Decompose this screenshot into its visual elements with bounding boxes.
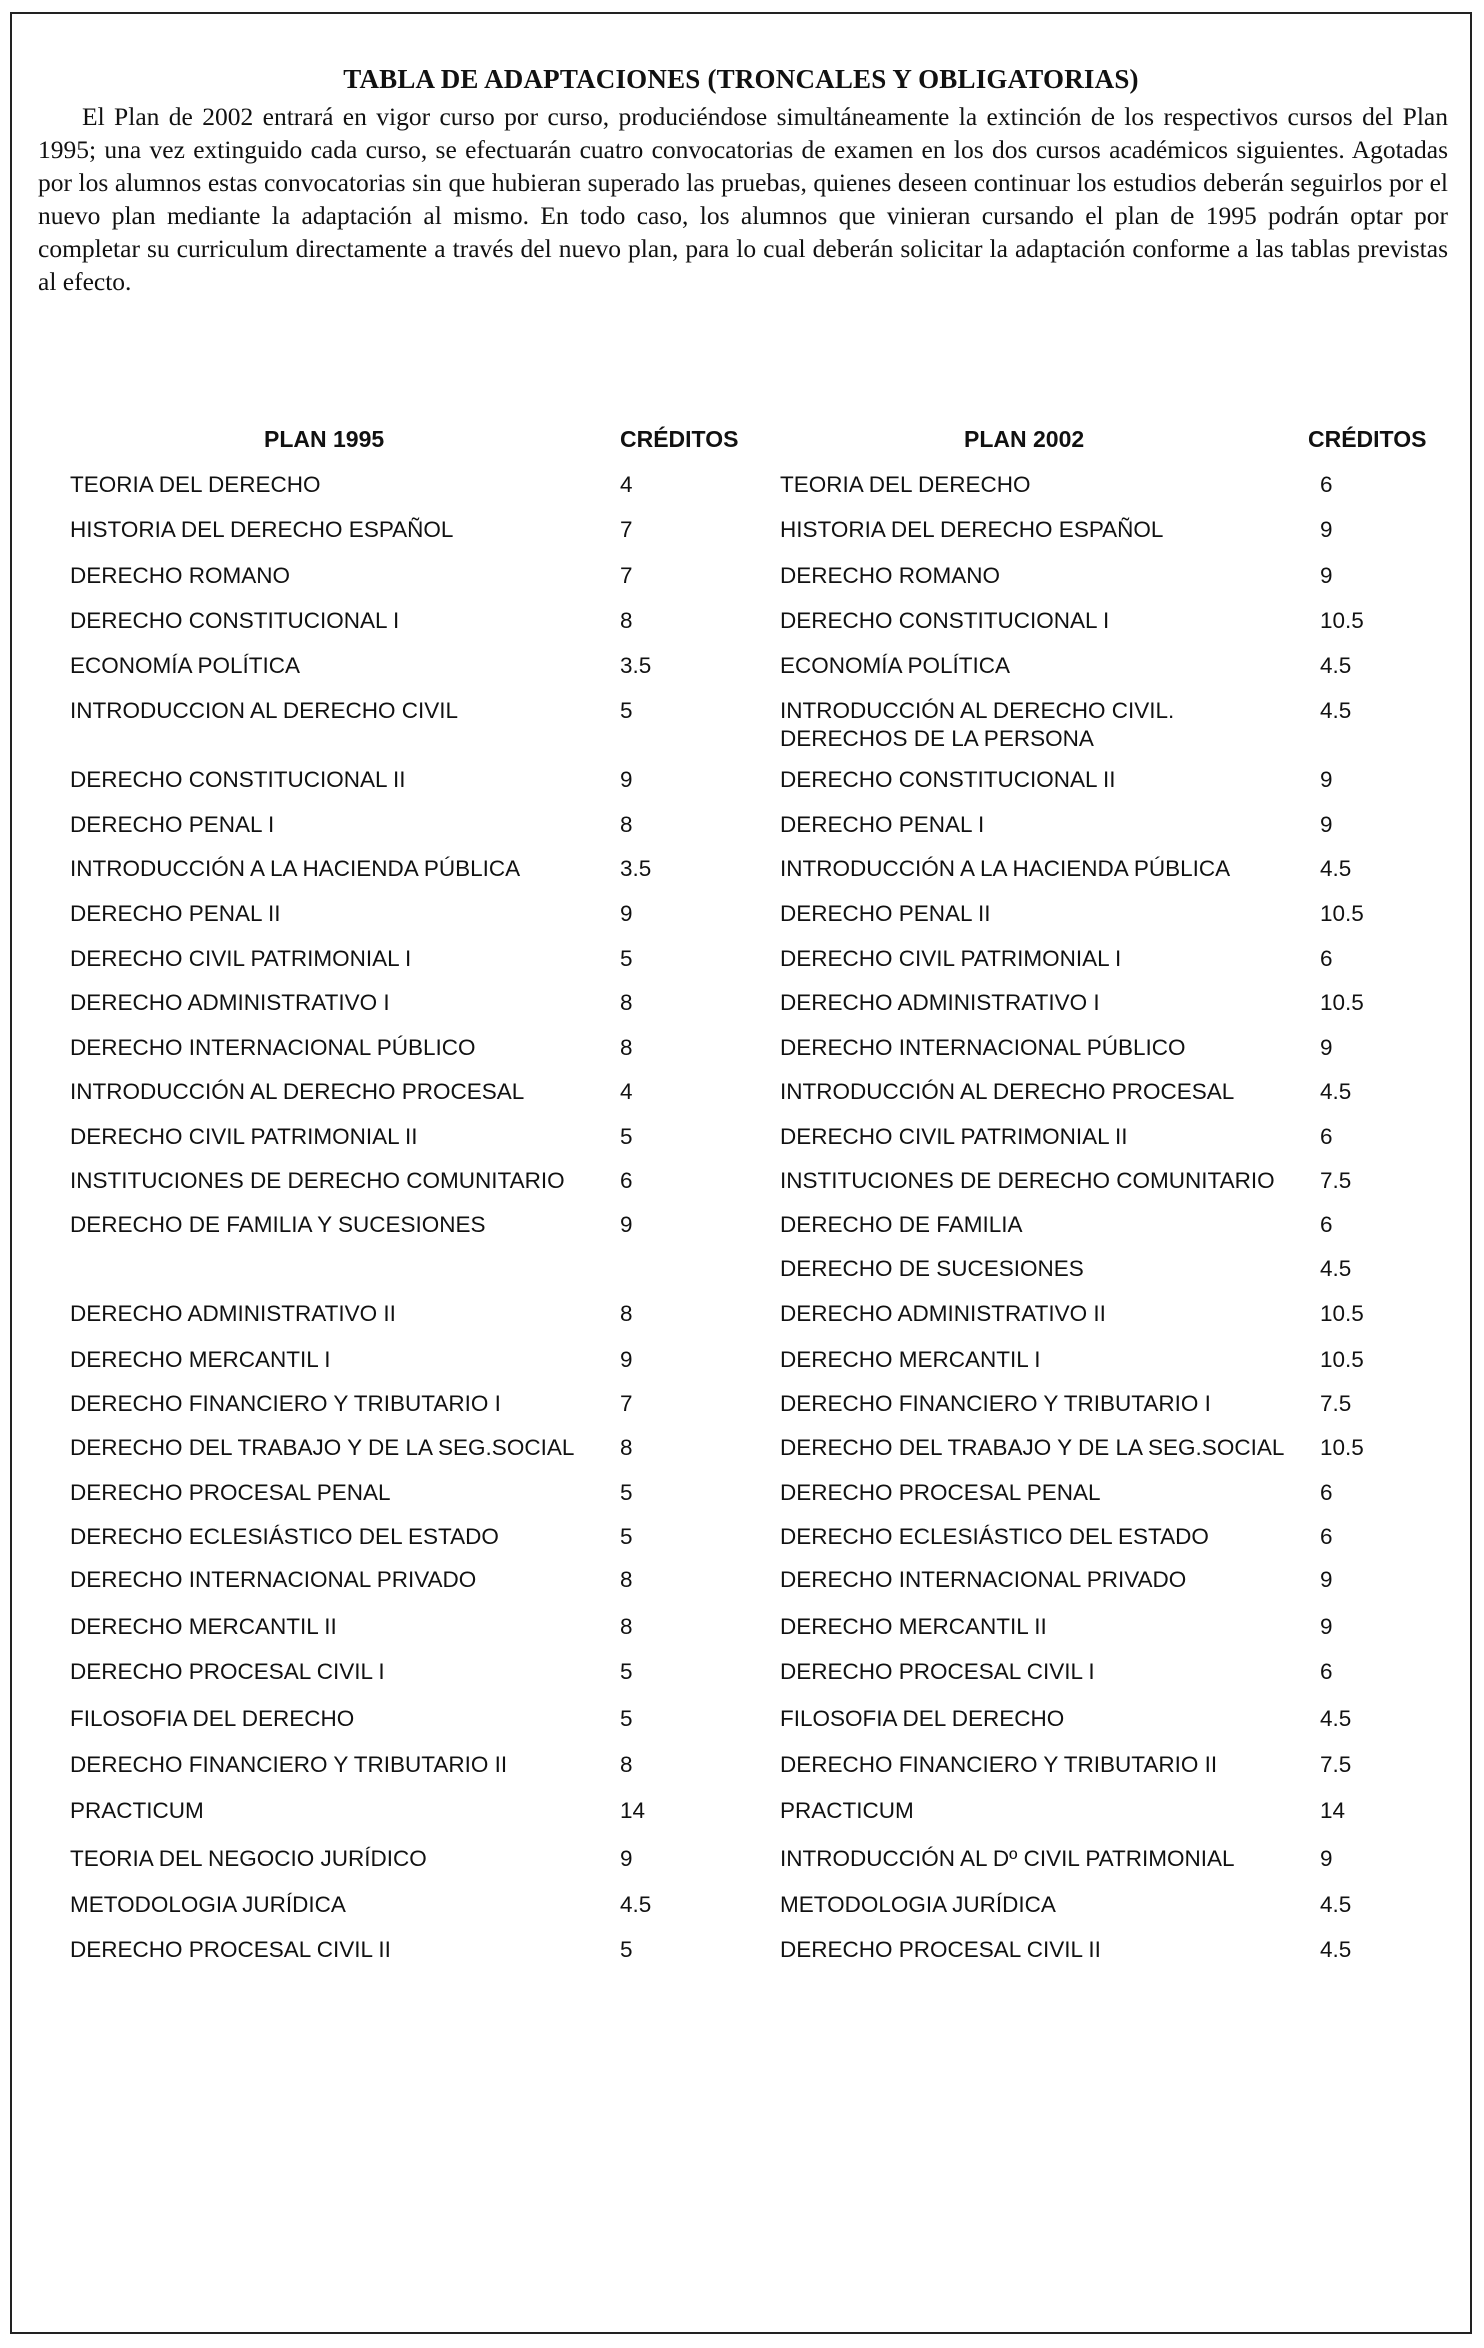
plan-1995-subject: DERECHO DEL TRABAJO Y DE LA SEG.SOCIAL <box>70 1435 575 1460</box>
plan-1995-subject: INSTITUCIONES DE DERECHO COMUNITARIO <box>70 1168 565 1193</box>
plan-1995-subject: DERECHO PROCESAL CIVIL I <box>70 1659 385 1684</box>
plan-2002-subject: INTRODUCCIÓN A LA HACIENDA PÚBLICA <box>780 856 1231 881</box>
plan-2002-subject: HISTORIA DEL DERECHO ESPAÑOL <box>780 517 1164 542</box>
plan-2002-credits: 6 <box>1320 1212 1333 1237</box>
plan-2002-credits: 6 <box>1320 1524 1333 1549</box>
plan-1995-subject: INTRODUCCIÓN AL DERECHO PROCESAL <box>70 1079 525 1104</box>
intro-paragraph <box>38 100 1448 298</box>
document-title: TABLA DE ADAPTACIONES (TRONCALES Y OBLIGATORIAS) <box>343 64 1139 94</box>
plan-1995-subject: INTRODUCCION AL DERECHO CIVIL <box>70 698 458 723</box>
plan-1995-credits: 8 <box>620 990 633 1015</box>
plan-2002-credits: 7.5 <box>1320 1752 1352 1777</box>
plan-1995-credits: 8 <box>620 1435 633 1460</box>
plan-2002-credits: 9 <box>1320 1846 1333 1871</box>
plan-2002-credits: 4.5 <box>1320 1706 1352 1731</box>
plan-2002-subject: DERECHO FINANCIERO Y TRIBUTARIO II <box>780 1752 1218 1777</box>
plan-2002-subject: DERECHO CIVIL PATRIMONIAL I <box>780 946 1122 971</box>
plan-1995-subject: FILOSOFIA DEL DERECHO <box>70 1706 355 1731</box>
plan-2002-credits: 6 <box>1320 946 1333 971</box>
plan-1995-subject: DERECHO PENAL I <box>70 812 275 837</box>
plan-2002-credits: 4.5 <box>1320 1892 1352 1917</box>
plan-2002-credits: 9 <box>1320 1035 1333 1060</box>
plan-2002-credits: 9 <box>1320 812 1333 837</box>
plan-2002-subject-line2: DERECHOS DE LA PERSONA <box>780 726 1094 751</box>
plan-1995-subject: DERECHO INTERNACIONAL PRIVADO <box>70 1567 477 1592</box>
plan-2002-subject: FILOSOFIA DEL DERECHO <box>780 1706 1065 1731</box>
plan-2002-subject: DERECHO FINANCIERO Y TRIBUTARIO I <box>780 1391 1211 1416</box>
plan-2002-credits: 14 <box>1320 1798 1346 1823</box>
plan-2002-credits: 4.5 <box>1320 856 1352 881</box>
plan-2002-credits: 10.5 <box>1320 990 1364 1015</box>
plan-2002-credits: 10.5 <box>1320 608 1364 633</box>
plan-2002-credits: 4.5 <box>1320 1256 1352 1281</box>
plan-1995-subject: DERECHO CIVIL PATRIMONIAL I <box>70 946 412 971</box>
plan-1995-subject: DERECHO MERCANTIL II <box>70 1614 337 1639</box>
plan-2002-subject: DERECHO PENAL II <box>780 901 991 926</box>
plan-1995-subject: DERECHO ROMANO <box>70 563 291 588</box>
plan-2002-credits: 6 <box>1320 1659 1333 1684</box>
plan-1995-credits: 4.5 <box>620 1892 652 1917</box>
header-plan-1995: PLAN 1995 <box>264 426 385 452</box>
plan-2002-credits: 9 <box>1320 1567 1333 1592</box>
plan-1995-subject: DERECHO CONSTITUCIONAL II <box>70 767 406 792</box>
plan-2002-subject: DERECHO DE SUCESIONES <box>780 1256 1084 1281</box>
plan-1995-credits: 8 <box>620 1301 633 1326</box>
plan-2002-subject: DERECHO CONSTITUCIONAL II <box>780 767 1116 792</box>
plan-2002-credits: 4.5 <box>1320 1079 1352 1104</box>
plan-2002-credits: 10.5 <box>1320 1301 1364 1326</box>
plan-2002-credits: 6 <box>1320 1480 1333 1505</box>
plan-2002-credits: 9 <box>1320 563 1333 588</box>
plan-1995-credits: 4 <box>620 1079 633 1104</box>
plan-2002-subject: DERECHO MERCANTIL II <box>780 1614 1047 1639</box>
plan-1995-credits: 5 <box>620 1524 633 1549</box>
plan-1995-credits: 9 <box>620 1212 633 1237</box>
plan-2002-subject: DERECHO CONSTITUCIONAL I <box>780 608 1110 633</box>
plan-2002-subject: DERECHO ADMINISTRATIVO I <box>780 990 1100 1015</box>
header-creditos-2002: CRÉDITOS <box>1308 426 1427 452</box>
plan-2002-credits: 6 <box>1320 472 1333 497</box>
plan-1995-subject: DERECHO DE FAMILIA Y SUCESIONES <box>70 1212 486 1237</box>
plan-2002-subject: DERECHO MERCANTIL I <box>780 1347 1041 1372</box>
plan-2002-credits: 10.5 <box>1320 1347 1364 1372</box>
plan-1995-credits: 8 <box>620 1567 633 1592</box>
plan-2002-subject: ECONOMÍA POLÍTICA <box>780 653 1011 678</box>
plan-2002-subject: TEORIA DEL DERECHO <box>780 472 1031 497</box>
plan-1995-credits: 5 <box>620 1659 633 1684</box>
header-creditos-1995: CRÉDITOS <box>620 426 739 452</box>
plan-2002-credits: 10.5 <box>1320 901 1364 926</box>
plan-2002-subject: METODOLOGIA JURÍDICA <box>780 1892 1056 1917</box>
plan-1995-credits: 9 <box>620 1846 633 1871</box>
plan-2002-subject: DERECHO PROCESAL CIVIL II <box>780 1937 1101 1962</box>
plan-2002-subject: DERECHO PROCESAL PENAL <box>780 1480 1101 1505</box>
plan-2002-credits: 7.5 <box>1320 1168 1352 1193</box>
plan-1995-subject: PRACTICUM <box>70 1798 204 1823</box>
plan-1995-subject: TEORIA DEL NEGOCIO JURÍDICO <box>70 1846 427 1871</box>
plan-1995-subject: DERECHO ADMINISTRATIVO I <box>70 990 390 1015</box>
plan-1995-credits: 8 <box>620 1035 633 1060</box>
plan-1995-credits: 5 <box>620 698 633 723</box>
plan-2002-credits: 10.5 <box>1320 1435 1364 1460</box>
plan-2002-subject: DERECHO PENAL I <box>780 812 985 837</box>
plan-2002-subject: DERECHO DEL TRABAJO Y DE LA SEG.SOCIAL <box>780 1435 1285 1460</box>
plan-1995-credits: 8 <box>620 608 633 633</box>
plan-2002-subject: DERECHO INTERNACIONAL PÚBLICO <box>780 1035 1186 1060</box>
plan-1995-subject: DERECHO PROCESAL CIVIL II <box>70 1937 391 1962</box>
plan-2002-credits: 4.5 <box>1320 698 1352 723</box>
plan-1995-credits: 9 <box>620 1347 633 1372</box>
plan-1995-subject: DERECHO CIVIL PATRIMONIAL II <box>70 1124 418 1149</box>
plan-1995-credits: 5 <box>620 946 633 971</box>
plan-1995-credits: 7 <box>620 517 633 542</box>
plan-2002-subject: DERECHO ADMINISTRATIVO II <box>780 1301 1106 1326</box>
plan-1995-credits: 5 <box>620 1124 633 1149</box>
plan-2002-credits: 9 <box>1320 1614 1333 1639</box>
plan-2002-subject: DERECHO PROCESAL CIVIL I <box>780 1659 1095 1684</box>
header-plan-2002: PLAN 2002 <box>964 426 1085 452</box>
plan-2002-subject: DERECHO ROMANO <box>780 563 1001 588</box>
plan-1995-credits: 3.5 <box>620 653 652 678</box>
plan-1995-credits: 5 <box>620 1480 633 1505</box>
plan-1995-subject: ECONOMÍA POLÍTICA <box>70 653 301 678</box>
plan-1995-credits: 9 <box>620 767 633 792</box>
plan-1995-subject: TEORIA DEL DERECHO <box>70 472 321 497</box>
plan-2002-subject: DERECHO CIVIL PATRIMONIAL II <box>780 1124 1128 1149</box>
plan-1995-credits: 8 <box>620 1614 633 1639</box>
plan-1995-credits: 5 <box>620 1937 633 1962</box>
plan-2002-subject: DERECHO DE FAMILIA <box>780 1212 1023 1237</box>
plan-1995-credits: 7 <box>620 563 633 588</box>
plan-1995-credits: 4 <box>620 472 633 497</box>
plan-1995-subject: DERECHO MERCANTIL I <box>70 1347 331 1372</box>
plan-1995-subject: INTRODUCCIÓN A LA HACIENDA PÚBLICA <box>70 856 521 881</box>
plan-2002-subject: PRACTICUM <box>780 1798 914 1823</box>
plan-2002-subject: INTRODUCCIÓN AL DERECHO PROCESAL <box>780 1079 1235 1104</box>
plan-1995-subject: DERECHO PROCESAL PENAL <box>70 1480 391 1505</box>
plan-1995-credits: 7 <box>620 1391 633 1416</box>
plan-1995-credits: 3.5 <box>620 856 652 881</box>
plan-2002-credits: 4.5 <box>1320 1937 1352 1962</box>
plan-2002-subject: DERECHO ECLESIÁSTICO DEL ESTADO <box>780 1524 1209 1549</box>
plan-1995-credits: 6 <box>620 1168 633 1193</box>
plan-2002-credits: 7.5 <box>1320 1391 1352 1416</box>
plan-1995-subject: DERECHO ADMINISTRATIVO II <box>70 1301 396 1326</box>
plan-2002-subject: DERECHO INTERNACIONAL PRIVADO <box>780 1567 1187 1592</box>
plan-1995-subject: DERECHO FINANCIERO Y TRIBUTARIO I <box>70 1391 501 1416</box>
plan-1995-subject: DERECHO FINANCIERO Y TRIBUTARIO II <box>70 1752 508 1777</box>
plan-2002-credits: 4.5 <box>1320 653 1352 678</box>
plan-2002-subject: INSTITUCIONES DE DERECHO COMUNITARIO <box>780 1168 1275 1193</box>
plan-1995-subject: DERECHO PENAL II <box>70 901 281 926</box>
plan-1995-subject: METODOLOGIA JURÍDICA <box>70 1892 346 1917</box>
plan-1995-subject: DERECHO CONSTITUCIONAL I <box>70 608 400 633</box>
plan-1995-credits: 9 <box>620 901 633 926</box>
plan-2002-subject: INTRODUCCIÓN AL DERECHO CIVIL. <box>780 698 1175 723</box>
intro-text: El Plan de 2002 entrará en vigor curso por curso, produciéndose simultáneamente la extinción de los respectivos cursos del Plan 1995; una vez extinguido cada curso, se efectuarán cuatro convocatorias de examen en los dos cursos académicos siguientes. Agotadas por los alumnos estas convocatorias sin que hubieran superado las pruebas, quienes deseen continuar los estudios deberán seguirlos por el nuevo plan mediante la adaptación al mismo. En todo caso, los alumnos que vinieran cursando el plan de 1995 podrán optar por completar su curriculum directamente a través del nuevo plan, para lo cual deberán solicitar la adaptación conforme a las tablas previstas al efecto. <box>38 102 1448 296</box>
plan-2002-subject: INTRODUCCIÓN AL Dº CIVIL PATRIMONIAL <box>780 1846 1235 1871</box>
plan-1995-subject: DERECHO ECLESIÁSTICO DEL ESTADO <box>70 1524 499 1549</box>
document-frame <box>10 12 1472 2334</box>
plan-1995-credits: 5 <box>620 1706 633 1731</box>
plan-1995-credits: 8 <box>620 1752 633 1777</box>
plan-1995-credits: 14 <box>620 1798 646 1823</box>
plan-2002-credits: 6 <box>1320 1124 1333 1149</box>
plan-1995-credits: 8 <box>620 812 633 837</box>
plan-2002-credits: 9 <box>1320 517 1333 542</box>
plan-1995-subject: HISTORIA DEL DERECHO ESPAÑOL <box>70 517 454 542</box>
plan-1995-subject: DERECHO INTERNACIONAL PÚBLICO <box>70 1035 476 1060</box>
plan-2002-credits: 9 <box>1320 767 1333 792</box>
